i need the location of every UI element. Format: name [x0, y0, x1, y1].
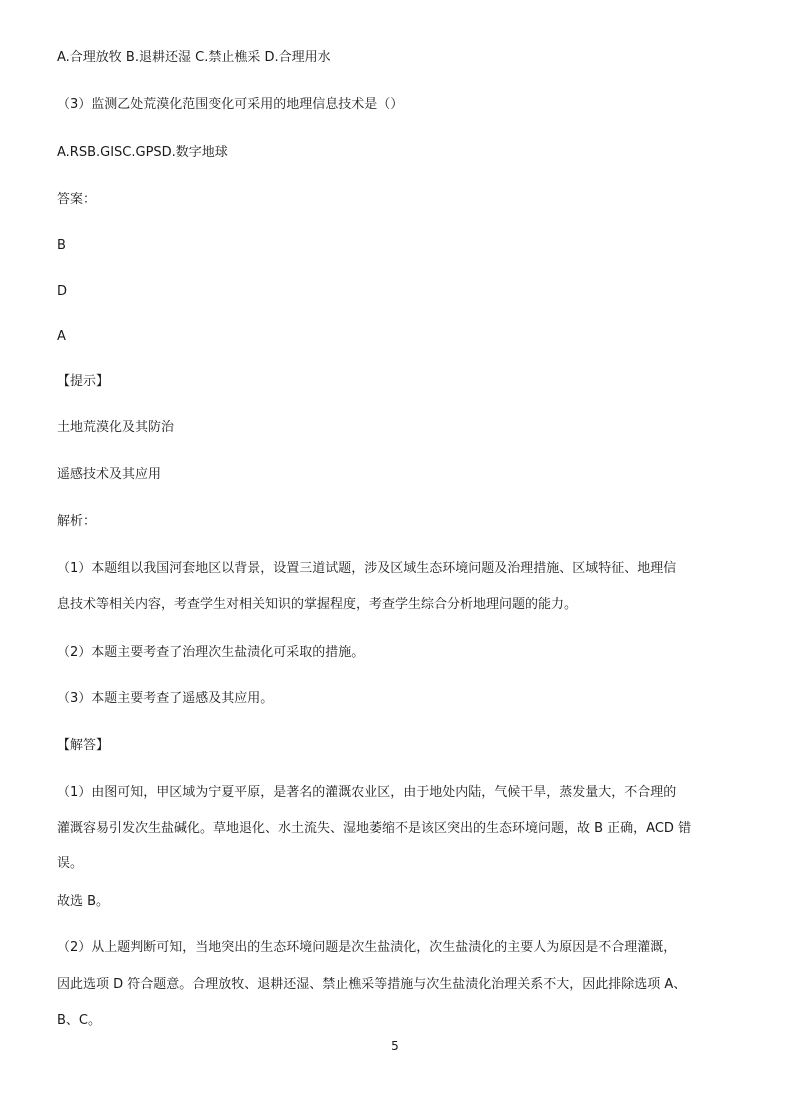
- hint-label: 【提示】: [57, 374, 110, 389]
- answer-label: 答案：: [57, 192, 97, 207]
- solution-2-line-1: （2）从上题判断可知，当地突出的生态环境问题是次生盐渍化，次生盐渍化的主要人为原因是不合理灌溉，: [57, 940, 677, 955]
- solution-label: 【解答】: [57, 738, 110, 753]
- page-number: 5: [391, 1039, 399, 1053]
- analysis-1-line-2: 息技术等相关内容，考查学生对相关知识的掌握程度，考查学生综合分析地理问题的能力。: [57, 597, 578, 612]
- q2-options: A.合理放牧 B.退耕还湿 C.禁止樵采 D.合理用水: [57, 50, 331, 65]
- answer-2: D: [57, 284, 68, 299]
- analysis-2: （2）本题主要考查了治理次生盐渍化可采取的措施。: [57, 645, 365, 660]
- solution-2-line-3: B、C。: [57, 1013, 101, 1028]
- answer-3: A: [57, 329, 66, 344]
- solution-2-line-2: 因此选项 D 符合题意。合理放牧、退耕还湿、禁止樵采等措施与次生盐渍化治理关系不大，因此排除选项 A、: [57, 977, 687, 992]
- q3-options: A.RSB.GISC.GPSD.数字地球: [57, 145, 228, 160]
- solution-1-line-3: 误。: [57, 856, 84, 871]
- hint-2: 遥感技术及其应用: [57, 467, 162, 482]
- solution-1-line-1: （1）由图可知，甲区域为宁夏平原，是著名的灌溉农业区，由于地处内陆，气候干旱，蒸发量大，不合理的: [57, 785, 677, 800]
- hint-1: 土地荒漠化及其防治: [57, 420, 175, 435]
- analysis-3: （3）本题主要考查了遥感及其应用。: [57, 691, 274, 706]
- answer-1: B: [57, 238, 66, 253]
- analysis-1-line-1: （1）本题组以我国河套地区以背景，设置三道试题，涉及区域生态环境问题及治理措施、区域特征、地理信: [57, 561, 677, 576]
- analysis-label: 解析：: [57, 514, 97, 529]
- solution-1-line-2: 灌溉容易引发次生盐碱化。草地退化、水土流失、湿地萎缩不是该区突出的生态环境问题，故 B 正确，ACD 错: [57, 821, 692, 836]
- solution-1-choice: 故选 B。: [57, 894, 110, 909]
- q3-stem: （3）监测乙处荒漠化范围变化可采用的地理信息技术是（）: [57, 97, 404, 112]
